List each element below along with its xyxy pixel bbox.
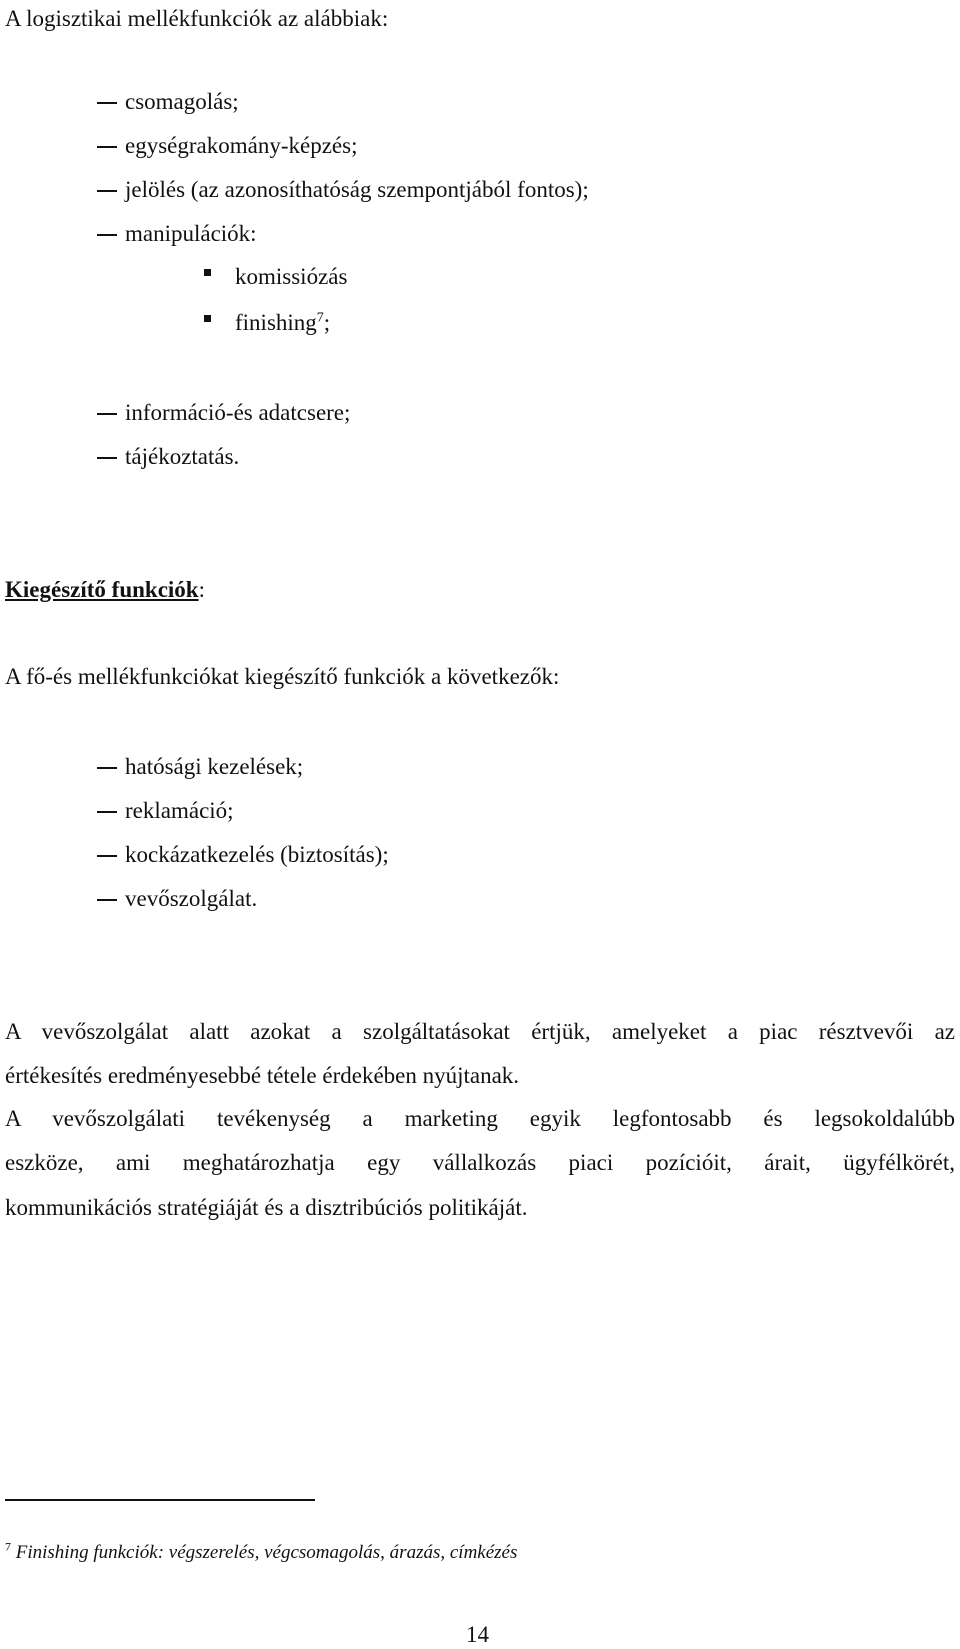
paragraph-line: A vevőszolgálat alatt azokat a szolgáltatásokat értjük, amelyeket a piac résztvevői az (5, 1019, 955, 1044)
dash-bullet (97, 413, 117, 415)
paragraph-line: értékesítés eredményesebbé tétele érdekében nyújtanak. (5, 1063, 520, 1088)
square-bullet (204, 315, 211, 322)
footnote-reference: 7 (316, 310, 324, 326)
list-item-text: információ-és adatcsere; (125, 400, 351, 425)
dash-bullet (97, 146, 117, 148)
footnote-mark: 7 (5, 1539, 11, 1554)
paragraph-line: kommunikációs stratégiáját és a disztribúciós politikáját. (5, 1195, 528, 1220)
dash-bullet (97, 457, 117, 459)
list-item-text: kockázatkezelés (biztosítás); (125, 842, 389, 867)
square-bullet (204, 269, 211, 276)
page-number: 14 (466, 1622, 489, 1647)
paragraph-line: eszköze, ami meghatározhatja egy vállalkozás piaci pozícióit, árait, ügyfélkörét, (5, 1150, 955, 1175)
list-item-text: csomagolás; (125, 89, 239, 114)
list-item-text: vevőszolgálat. (125, 886, 258, 911)
list-item-text: hatósági kezelések; (125, 754, 304, 779)
dash-bullet (97, 102, 117, 104)
heading-text: Kiegészítő funkciók (5, 577, 199, 602)
footnote (5, 1541, 517, 1565)
sublist-item-text: komissiózás (235, 264, 348, 289)
footnote-text: Finishing funkciók: végszerelés, végcsomagolás, árazás, címkézés (15, 1542, 518, 1563)
paragraph-line: A vevőszolgálati tevékenység a marketing egyik legfontosabb és legsokoldalúbb (5, 1106, 955, 1131)
section-heading (5, 576, 205, 604)
dash-bullet (97, 811, 117, 813)
dash-bullet (97, 899, 117, 901)
semicolon: ; (323, 310, 331, 335)
list-item-text: manipulációk: (125, 221, 257, 246)
dash-bullet (97, 190, 117, 192)
dash-bullet (97, 767, 117, 769)
list-item-text: tájékoztatás. (125, 444, 240, 469)
finishing-text: finishing (235, 310, 317, 335)
heading-colon: : (198, 577, 205, 602)
list-item-text: jelölés (az azonosíthatóság szempontjából fontos); (125, 177, 589, 202)
sublist-item-text (235, 309, 330, 337)
footnote-separator (5, 1499, 315, 1501)
dash-bullet (97, 855, 117, 857)
paragraph: A fő-és mellékfunkciókat kiegészítő funkciók a következők: (5, 664, 560, 689)
list-item-text: reklamáció; (125, 798, 234, 823)
intro-text: A logisztikai mellékfunkciók az alábbiak: (5, 6, 389, 31)
list-item-text: egységrakomány-képzés; (125, 133, 358, 158)
dash-bullet (97, 234, 117, 236)
